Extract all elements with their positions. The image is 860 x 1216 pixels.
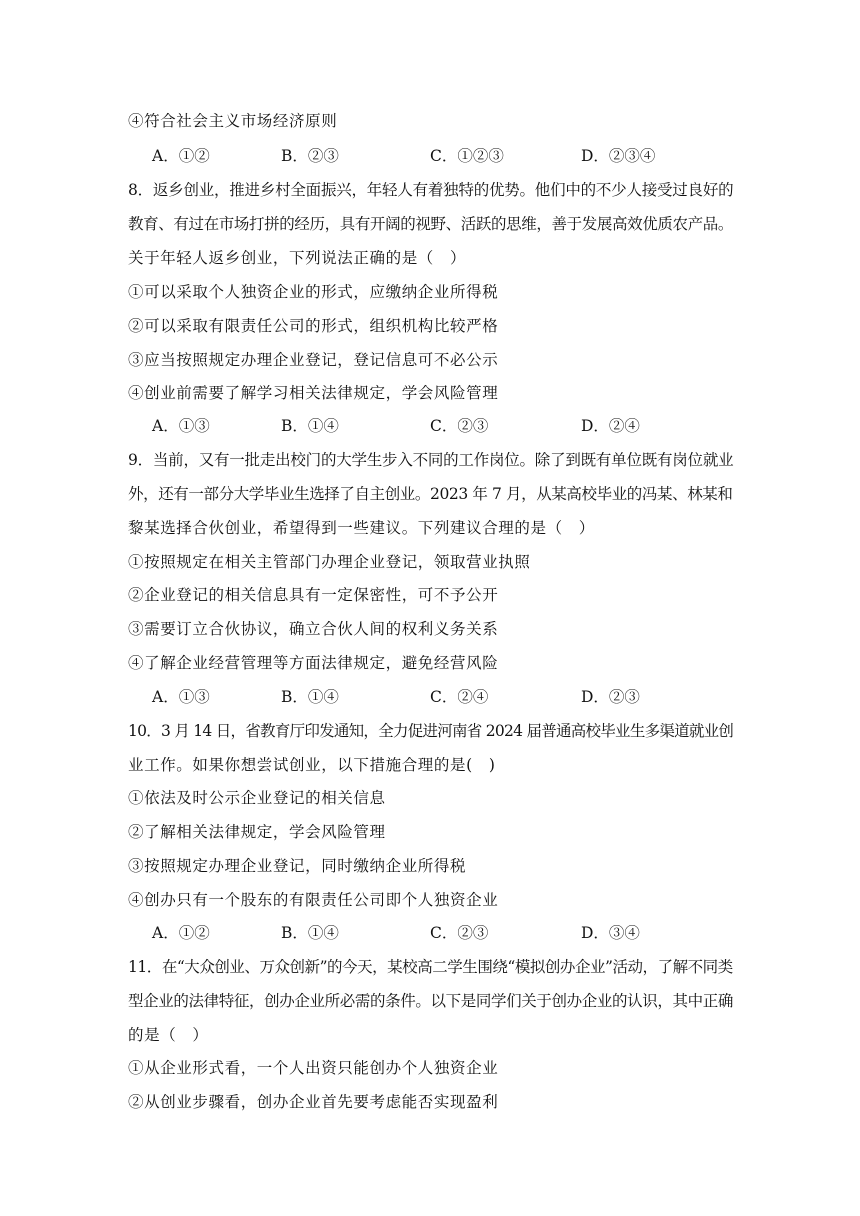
q8-option-a: A．①③ (152, 417, 210, 435)
q9-option-b: B．①④ (281, 688, 339, 706)
q10-statement-1: ①依法及时公示企业登记的相关信息 (128, 789, 386, 807)
q9-statement-2: ②企业登记的相关信息具有一定保密性，可不予公开 (128, 586, 499, 604)
q8-statement-3: ③应当按照规定办理企业登记，登记信息可不必公示 (128, 351, 499, 369)
q10-statement-2: ②了解相关法律规定，学会风险管理 (128, 823, 386, 841)
q11-stem-line-3: 的是（ ） (128, 1026, 209, 1044)
q9-option-d: D．②③ (581, 688, 640, 706)
q10-statement-4: ④创办只有一个股东的有限责任公司即个人独资企业 (128, 891, 499, 909)
q9-stem-line-3: 黎某选择合伙创业，希望得到一些建议。下列建议合理的是（ ） (128, 519, 595, 537)
q8-stem-line-1: 8．返乡创业，推进乡村全面振兴，年轻人有着独特的优势。他们中的不少人接受过良好的 (128, 181, 734, 199)
q8-option-b: B．①④ (281, 417, 339, 435)
q7-statement-4: ④符合社会主义市场经济原则 (128, 112, 338, 130)
q9-stem-line-1: 9．当前，又有一批走出校门的大学生步入不同的工作岗位。除了到既有单位既有岗位就业 (128, 451, 734, 469)
q10-stem-line-1: 10．3 月 14 日，省教育厅印发通知，全力促进河南省 2024 届普通高校毕业生多渠道就业创 (128, 722, 734, 740)
q11-stem-line-1: 11．在“大众创业、万众创新”的今天，某校高二学生围绕“模拟创办企业”活动，了解不同类 (128, 958, 733, 976)
q7-option-d: D．②③④ (581, 147, 656, 165)
q9-option-a: A．①③ (152, 688, 210, 706)
q10-option-d: D．③④ (581, 924, 640, 942)
q9-stem-line-2: 外，还有一部分大学毕业生选择了自主创业。2023 年 7 月，从某高校毕业的冯某、林某和 (128, 485, 733, 503)
q8-stem-line-3: 关于年轻人返乡创业，下列说法正确的是（ ） (128, 249, 467, 267)
q10-statement-3: ③按照规定办理企业登记，同时缴纳企业所得税 (128, 857, 467, 875)
q8-statement-2: ②可以采取有限责任公司的形式，组织机构比较严格 (128, 317, 499, 335)
q8-statement-4: ④创业前需要了解学习相关法律规定，学会风险管理 (128, 384, 499, 402)
q8-stem-line-2: 教育、有过在市场打拼的经历，具有开阔的视野、活跃的思维，善于发展高效优质农产品。 (128, 215, 734, 233)
q9-statement-1: ①按照规定在相关主管部门办理企业登记，领取营业执照 (128, 553, 531, 571)
q9-option-c: C．②④ (430, 688, 489, 706)
q10-option-b: B．①④ (281, 924, 339, 942)
q8-option-c: C．②③ (430, 417, 489, 435)
q7-option-b: B．②③ (281, 147, 339, 165)
q10-stem-line-2: 业工作。如果你想尝试创业，以下措施合理的是( ) (128, 756, 496, 774)
q11-stem-line-2: 型企业的法律特征，创办企业所必需的条件。以下是同学们关于创办企业的认识，其中正确 (128, 992, 734, 1010)
q10-option-c: C．②③ (430, 924, 489, 942)
q9-statement-3: ③需要订立合伙协议，确立合伙人间的权利义务关系 (128, 620, 499, 638)
q8-statement-1: ①可以采取个人独资企业的形式，应缴纳企业所得税 (128, 283, 499, 301)
q8-option-d: D．②④ (581, 417, 640, 435)
q7-option-a: A．①② (152, 147, 210, 165)
q11-statement-1: ①从企业形式看，一个人出资只能创办个人独资企业 (128, 1059, 499, 1077)
q10-option-a: A．①② (152, 924, 210, 942)
q7-option-c: C．①②③ (430, 147, 504, 165)
q11-statement-2: ②从创业步骤看，创办企业首先要考虑能否实现盈利 (128, 1093, 499, 1111)
q9-statement-4: ④了解企业经营管理等方面法律规定，避免经营风险 (128, 654, 499, 672)
